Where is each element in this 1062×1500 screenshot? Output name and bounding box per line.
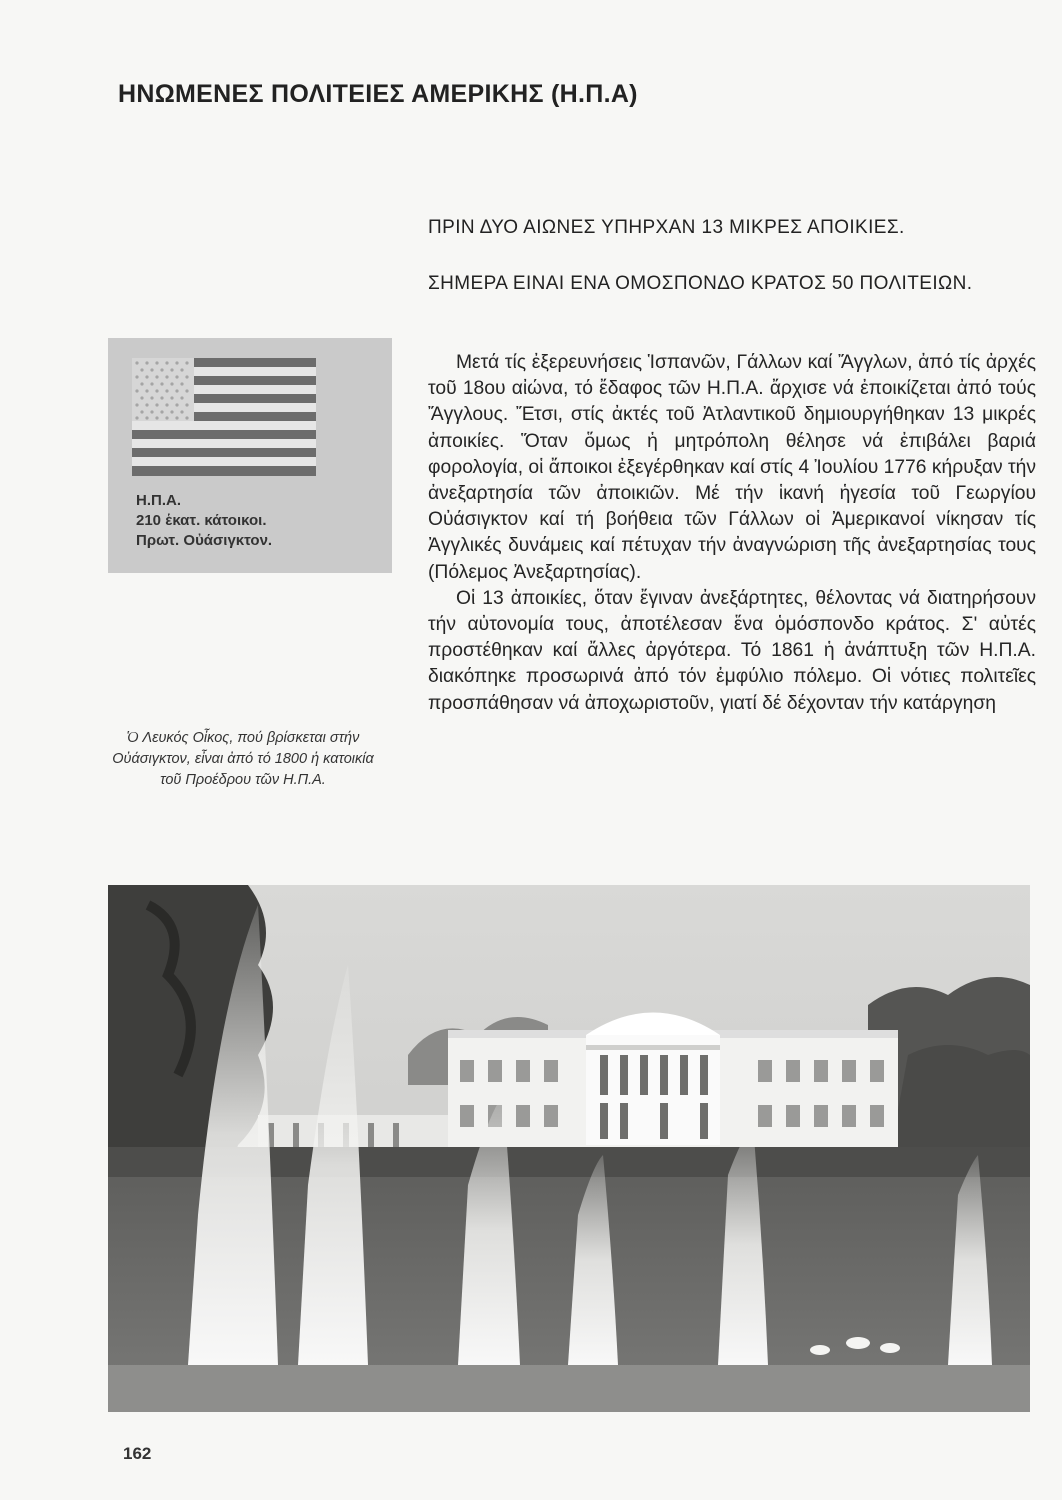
photo-caption: Ὁ Λευκός Οἶκος, πού βρίσκεται στήν Οὐάσιγκτον, εἶναι ἀπό τό 1800 ἡ κατοικία τοῦ Προέδρου τῶν Η.Π.Α.	[112, 730, 374, 788]
page-number: 162	[123, 1444, 152, 1463]
body-paragraph-1: Μετά τίς ἐξερευνήσεις Ἱσπανῶν, Γάλλων καί Ἄγγλων, ἀπό τίς ἀρχές τοῦ 18ου αἰώνα, τό ἔδαφος τῶν Η.Π.Α. ἄρχισε νά ἐποικίζεται ἀπό τούς Ἄγγλους. Ἔτσι, στίς ἀκτές τοῦ Ἀτλαντικοῦ δημιουργήθηκαν 13 μικρές ἀποικίες. Ὅταν ὅμως ἡ μητρόπολη θέλησε νά ἐπιβάλει βαριά φορολογία, οἱ ἄποικοι ἐξεγέρθηκαν καί στίς 4 Ἰουλίου 1776 κήρυξαν τήν ἀνεξαρτησία τῶν ἀποικιῶν. Μέ τήν ἱκανή ἡγεσία τοῦ Γεωργίου Οὐάσιγκτον καί τή βοήθεια τῶν Γάλλων οἱ Ἀμερικανοί νίκησαν τίς Ἀγγλικές δυνάμεις καί πέτυχαν τήν ἀναγνώριση τῆς ἀνεξαρτησίας τους (Πόλεμος Ἀνεξαρτησίας).	[428, 352, 1036, 583]
factbox-population: 210 ἑκατ. κάτοικοι.	[136, 512, 267, 529]
factbox-country: Η.Π.Α.	[136, 492, 181, 509]
body-paragraph-2: Οἱ 13 ἀποικίες, ὅταν ἔγιναν ἀνεξάρτητες, θέλοντας νά διατηρήσουν τήν αὐτονομία τους, ἀποτέλεσαν ἕνα ὁμόσπονδο κράτος. Σ' αὐτές προστέθηκαν καί ἄλλες ἀργότερα. Τό 1861 ἡ ἀνάπτυξη τῶν Η.Π.Α. διακόπηκε προσωρινά ἀπό τόν ἐμφύλιο πόλεμο. Οἱ νότιες πολιτεῖες προσπάθησαν νά ἀποχωριστοῦν, γιατί δέ δέχονταν τήν κατάργηση	[428, 587, 1036, 714]
usa-flag-icon	[132, 358, 316, 476]
country-factbox	[108, 338, 392, 573]
body-text	[428, 350, 1036, 717]
white-house-photo	[108, 885, 1030, 1412]
headline-federal-state: ΣΗΜΕΡΑ ΕΙΝΑΙ ΕΝΑ ΟΜΟΣΠΟΝΔΟ ΚΡΑΤΟΣ 50 ΠΟΛΙΤΕΙΩΝ.	[428, 273, 973, 294]
headline-colonies: ΠΡΙΝ ΔΥΟ ΑΙΩΝΕΣ ΥΠΗΡΧΑΝ 13 ΜΙΚΡΕΣ ΑΠΟΙΚΙΕΣ.	[428, 217, 905, 238]
page-title: ΗΝΩΜΕΝΕΣ ΠΟΛΙΤΕΙΕΣ ΑΜΕΡΙΚΗΣ (Η.Π.Α)	[118, 80, 638, 108]
factbox-capital: Πρωτ. Οὐάσιγκτον.	[136, 532, 273, 549]
factbox-caption	[136, 491, 272, 551]
